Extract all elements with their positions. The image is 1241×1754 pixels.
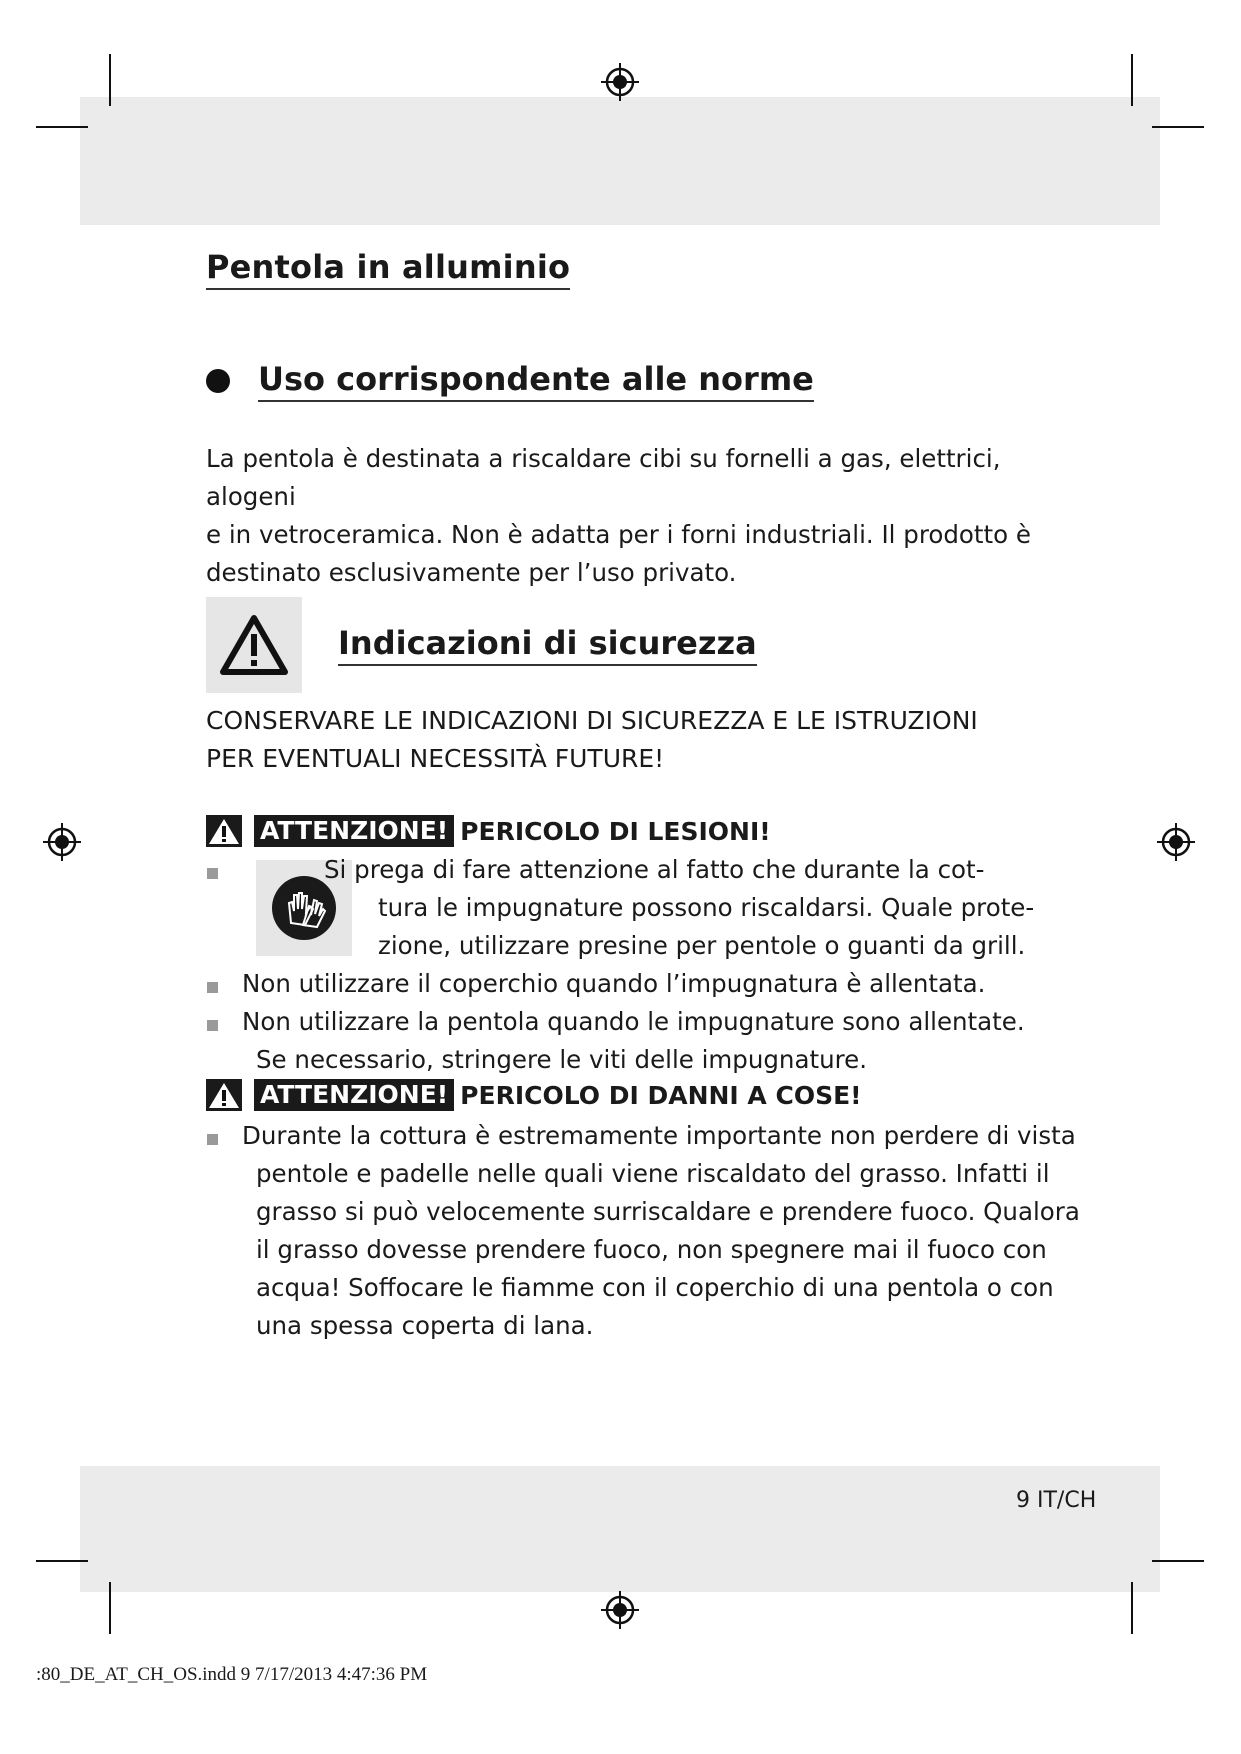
warning-triangle-icon [219,614,289,676]
paragraph-line: destinato esclusivamente per l’uso privato. [206,558,737,587]
list-bullet [207,1020,218,1031]
print-slug: :80_DE_AT_CH_OS.indd 9 7/17/2013 4:47:36 PM [36,1664,428,1685]
list-item-line: una spessa coperta di lana. [256,1311,594,1340]
warning-heading-damage [206,1078,862,1112]
crop-mark [1152,126,1204,128]
list-item-line: grasso si può velocemente surriscaldare e prendere fuoco. Qualora [256,1197,1080,1226]
crop-mark [36,1560,88,1562]
list-bullet [207,868,218,879]
list-item-line: il grasso dovesse prendere fuoco, non spegnere mai il fuoco con [256,1235,1047,1264]
warning-text: PERICOLO DI DANNI A COSE! [460,1080,862,1110]
registration-mark-icon [42,822,82,862]
warning-triangle-icon [206,815,242,847]
header-band [80,97,1160,225]
warning-text: PERICOLO DI LESIONI! [460,816,771,846]
notice-line: CONSERVARE LE INDICAZIONI DI SICUREZZA E LE ISTRUZIONI [206,706,978,735]
footer-band [80,1466,1160,1592]
list-item-line: Se necessario, stringere le viti delle impugnature. [256,1045,867,1074]
bullet-dot-icon [206,369,230,393]
registration-mark-icon [600,1590,640,1630]
list-bullet [207,982,218,993]
attention-badge: ATTENZIONE! [254,815,454,847]
list-bullet [207,1134,218,1145]
list-item-line: Non utilizzare la pentola quando le impugnature sono allentate. [242,1007,1025,1036]
section-heading-sicurezza [206,597,757,693]
crop-mark [1152,1560,1204,1562]
list-item-line: Durante la cottura è estremamente importante non perdere di vista [242,1121,1076,1150]
warning-icon-box [206,597,302,693]
list-item-line: tura le impugnature possono riscaldarsi. Quale prote- [378,893,1035,922]
list-item-line: acqua! Soffocare le fiamme con il coperchio di una pentola o con [256,1273,1054,1302]
section-heading-text: Uso corrispondente alle norme [258,360,814,402]
paragraph-line: e in vetroceramica. Non è adatta per i forni industriali. Il prodotto è [206,520,1031,549]
warning-heading-injury [206,814,771,848]
attention-badge: ATTENZIONE! [254,1079,454,1111]
registration-mark-icon [600,62,640,102]
crop-mark [36,126,88,128]
crop-mark [1131,54,1133,106]
page-number: 9 IT/CH [1016,1488,1097,1513]
page-title: Pentola in alluminio [206,248,570,290]
list-item-line: pentole e padelle nelle quali viene riscaldato del grasso. Infatti il [256,1159,1050,1188]
safety-notice [206,702,1066,778]
crop-mark [109,1582,111,1634]
notice-line: PER EVENTUALI NECESSITÀ FUTURE! [206,744,665,773]
section-heading-uso [206,360,814,402]
list-item-line: Non utilizzare il coperchio quando l’impugnatura è allentata. [242,969,986,998]
list-item-line: Si prega di fare attenzione al fatto che durante la cot- [324,855,985,884]
crop-mark [109,54,111,106]
section-heading-text: Indicazioni di sicurezza [338,624,757,666]
list-item-line: zione, utilizzare presine per pentole o guanti da grill. [378,931,1026,960]
warning-triangle-icon [206,1079,242,1111]
registration-mark-icon [1156,822,1196,862]
paragraph-line: La pentola è destinata a riscaldare cibi su fornelli a gas, elettrici, alogeni [206,444,1001,511]
intended-use-paragraph [206,440,1066,592]
crop-mark [1131,1582,1133,1634]
